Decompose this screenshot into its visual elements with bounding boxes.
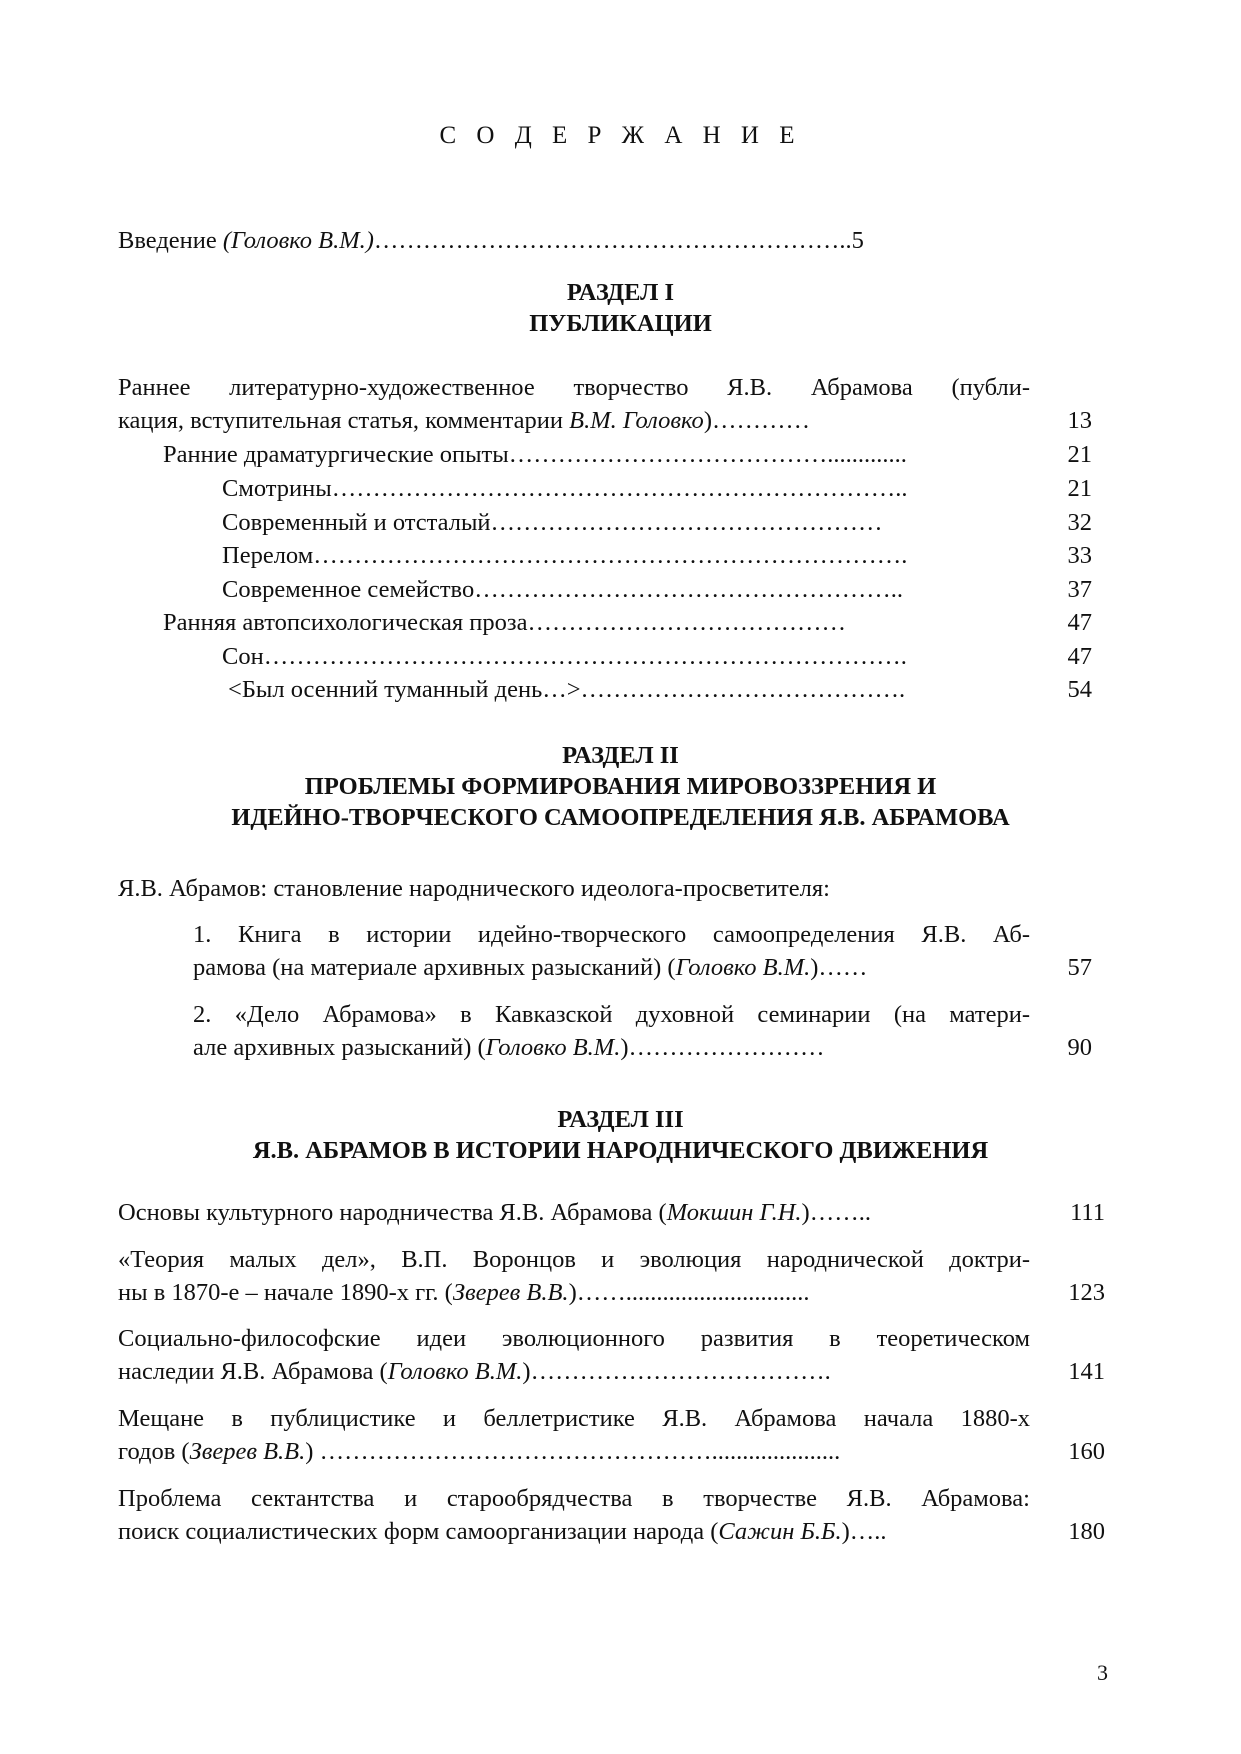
section-label: РАЗДЕЛ III <box>557 1106 684 1133</box>
page-number: 3 <box>1097 1660 1108 1685</box>
entry-page: 141 <box>1068 1358 1105 1385</box>
toc-lead: Я.В. Абрамов: становление народнического идеолога-просветителя: <box>118 875 830 902</box>
toc-heading: С О Д Е Р Ж А Н И Е <box>439 122 802 149</box>
entry-line1: Раннее литературно-художественное творчество Я.В. Абрамова (публи- <box>118 374 1030 401</box>
entry-line1: 2. «Дело Абрамова» в Кавказской духовной семинарии (на матери- <box>193 1001 1030 1028</box>
entry-page: 5 <box>851 227 864 254</box>
toc-entry <box>118 1404 1030 1434</box>
section-title-line1: ПРОБЛЕМЫ ФОРМИРОВАНИЯ МИРОВОЗЗРЕНИЯ И <box>304 773 937 800</box>
toc-entry <box>118 1484 1030 1514</box>
section-title: Я.В. АБРАМОВ В ИСТОРИИ НАРОДНИЧЕСКОГО ДВИЖЕНИЯ <box>252 1137 989 1164</box>
toc-entry: Современный и отсталый………………………………………… <box>222 509 883 536</box>
toc-entry: Перелом………………………………………………………………. <box>222 542 908 569</box>
entry-page: 90 <box>1067 1034 1092 1061</box>
entry-author: Зверев В.В. <box>452 1279 569 1306</box>
entry-author: Головко В.М. <box>675 954 811 981</box>
entry-page: 111 <box>1070 1199 1105 1226</box>
entry-page: 21 <box>1067 475 1092 502</box>
entry-author: Сажин Б.Б. <box>718 1518 842 1545</box>
toc-entry: <Был осенний туманный день…>…………………………………. <box>228 676 906 703</box>
entry-author: (Головко В.М.) <box>222 227 374 254</box>
toc-entry: Ранние драматургические опыты…………………………………............. <box>163 441 907 468</box>
section-label: РАЗДЕЛ II <box>562 742 679 769</box>
entry-line1: Мещане в публицистике и беллетристике Я.В. Абрамова начала 1880-х <box>118 1405 1030 1432</box>
toc-entry-line2: кация, вступительная статья, комментарии В.М. Головко)………… <box>118 407 810 434</box>
entry-author: Головко В.М. <box>485 1034 621 1061</box>
toc-entry <box>118 1245 1030 1275</box>
toc-entry <box>118 1324 1030 1354</box>
toc-entry-line2: годов (Зверев В.В.) …………………………………………..................... <box>118 1438 841 1465</box>
toc-entry: Современное семейство…………………………………………….. <box>222 576 903 603</box>
entry-author: Мокшин Г.Н. <box>666 1199 802 1226</box>
entry-page: 47 <box>1067 643 1092 670</box>
entry-line1: Социально-философские идеи эволюционного развития в теоретическом <box>118 1325 1030 1352</box>
section-title: ПУБЛИКАЦИИ <box>529 310 712 337</box>
toc-entry-intro <box>118 226 864 256</box>
section-label: РАЗДЕЛ I <box>566 279 675 306</box>
entry-page: 160 <box>1068 1438 1105 1465</box>
entry-line1: «Теория малых дел», В.П. Воронцов и эволюция народнической доктри- <box>118 1246 1030 1273</box>
entry-page: 123 <box>1068 1279 1105 1306</box>
toc-entry <box>193 1000 1030 1030</box>
toc-entry-line2: ны в 1870-е – начале 1890-х гг. (Зверев В.В.)…….............................. <box>118 1279 810 1306</box>
entry-page: 57 <box>1067 954 1092 981</box>
entry-title: Введение <box>118 227 223 254</box>
section-3-header <box>0 1104 1241 1166</box>
section-1-header <box>0 277 1241 339</box>
entry-page: 47 <box>1067 609 1092 636</box>
toc-entry-line2: рамова (на материале архивных разысканий) (Головко В.М.)…… <box>193 954 868 981</box>
toc-entry: Основы культурного народничества Я.В. Абрамова (Мокшин Г.Н.)…….. <box>118 1199 871 1226</box>
toc-entry-line2: наследии Я.В. Абрамова (Головко В.М.)………………………………. <box>118 1358 831 1385</box>
entry-line1: 1. Книга в истории идейно-творческого самоопределения Я.В. Аб- <box>193 921 1030 948</box>
entry-line1: Проблема сектантства и старообрядчества в творчестве Я.В. Абрамова: <box>118 1485 1030 1512</box>
entry-author: В.М. Головко <box>569 407 704 434</box>
entry-author: Зверев В.В. <box>189 1438 306 1465</box>
entry-page: 54 <box>1067 676 1092 703</box>
entry-author: Головко В.М. <box>387 1358 523 1385</box>
toc-entry: Сон……………………………………………………………………. <box>222 643 907 670</box>
toc-entry-line2: але архивных разысканий) (Головко В.М.)…………………… <box>193 1034 825 1061</box>
section-title-line2: ИДЕЙНО-ТВОРЧЕСКОГО САМООПРЕДЕЛЕНИЯ Я.В. АБРАМОВА <box>231 804 1010 831</box>
entry-page: 32 <box>1067 509 1092 536</box>
entry-page: 21 <box>1067 441 1092 468</box>
entry-page: 37 <box>1067 576 1092 603</box>
entry-page: 13 <box>1067 407 1092 434</box>
toc-entry <box>118 373 1030 403</box>
toc-entry: Ранняя автопсихологическая проза………………………………… <box>163 609 846 636</box>
toc-entry <box>193 920 1030 950</box>
section-2-header <box>0 740 1241 833</box>
entry-page: 33 <box>1067 542 1092 569</box>
entry-page: 180 <box>1068 1518 1105 1545</box>
toc-entry-line2: поиск социалистических форм самоорганизации народа (Сажин Б.Б.)….. <box>118 1518 887 1545</box>
entry-dots: ………………………………………………….. <box>373 227 852 254</box>
toc-entry: Смотрины…………………………………………………………….. <box>222 475 908 502</box>
